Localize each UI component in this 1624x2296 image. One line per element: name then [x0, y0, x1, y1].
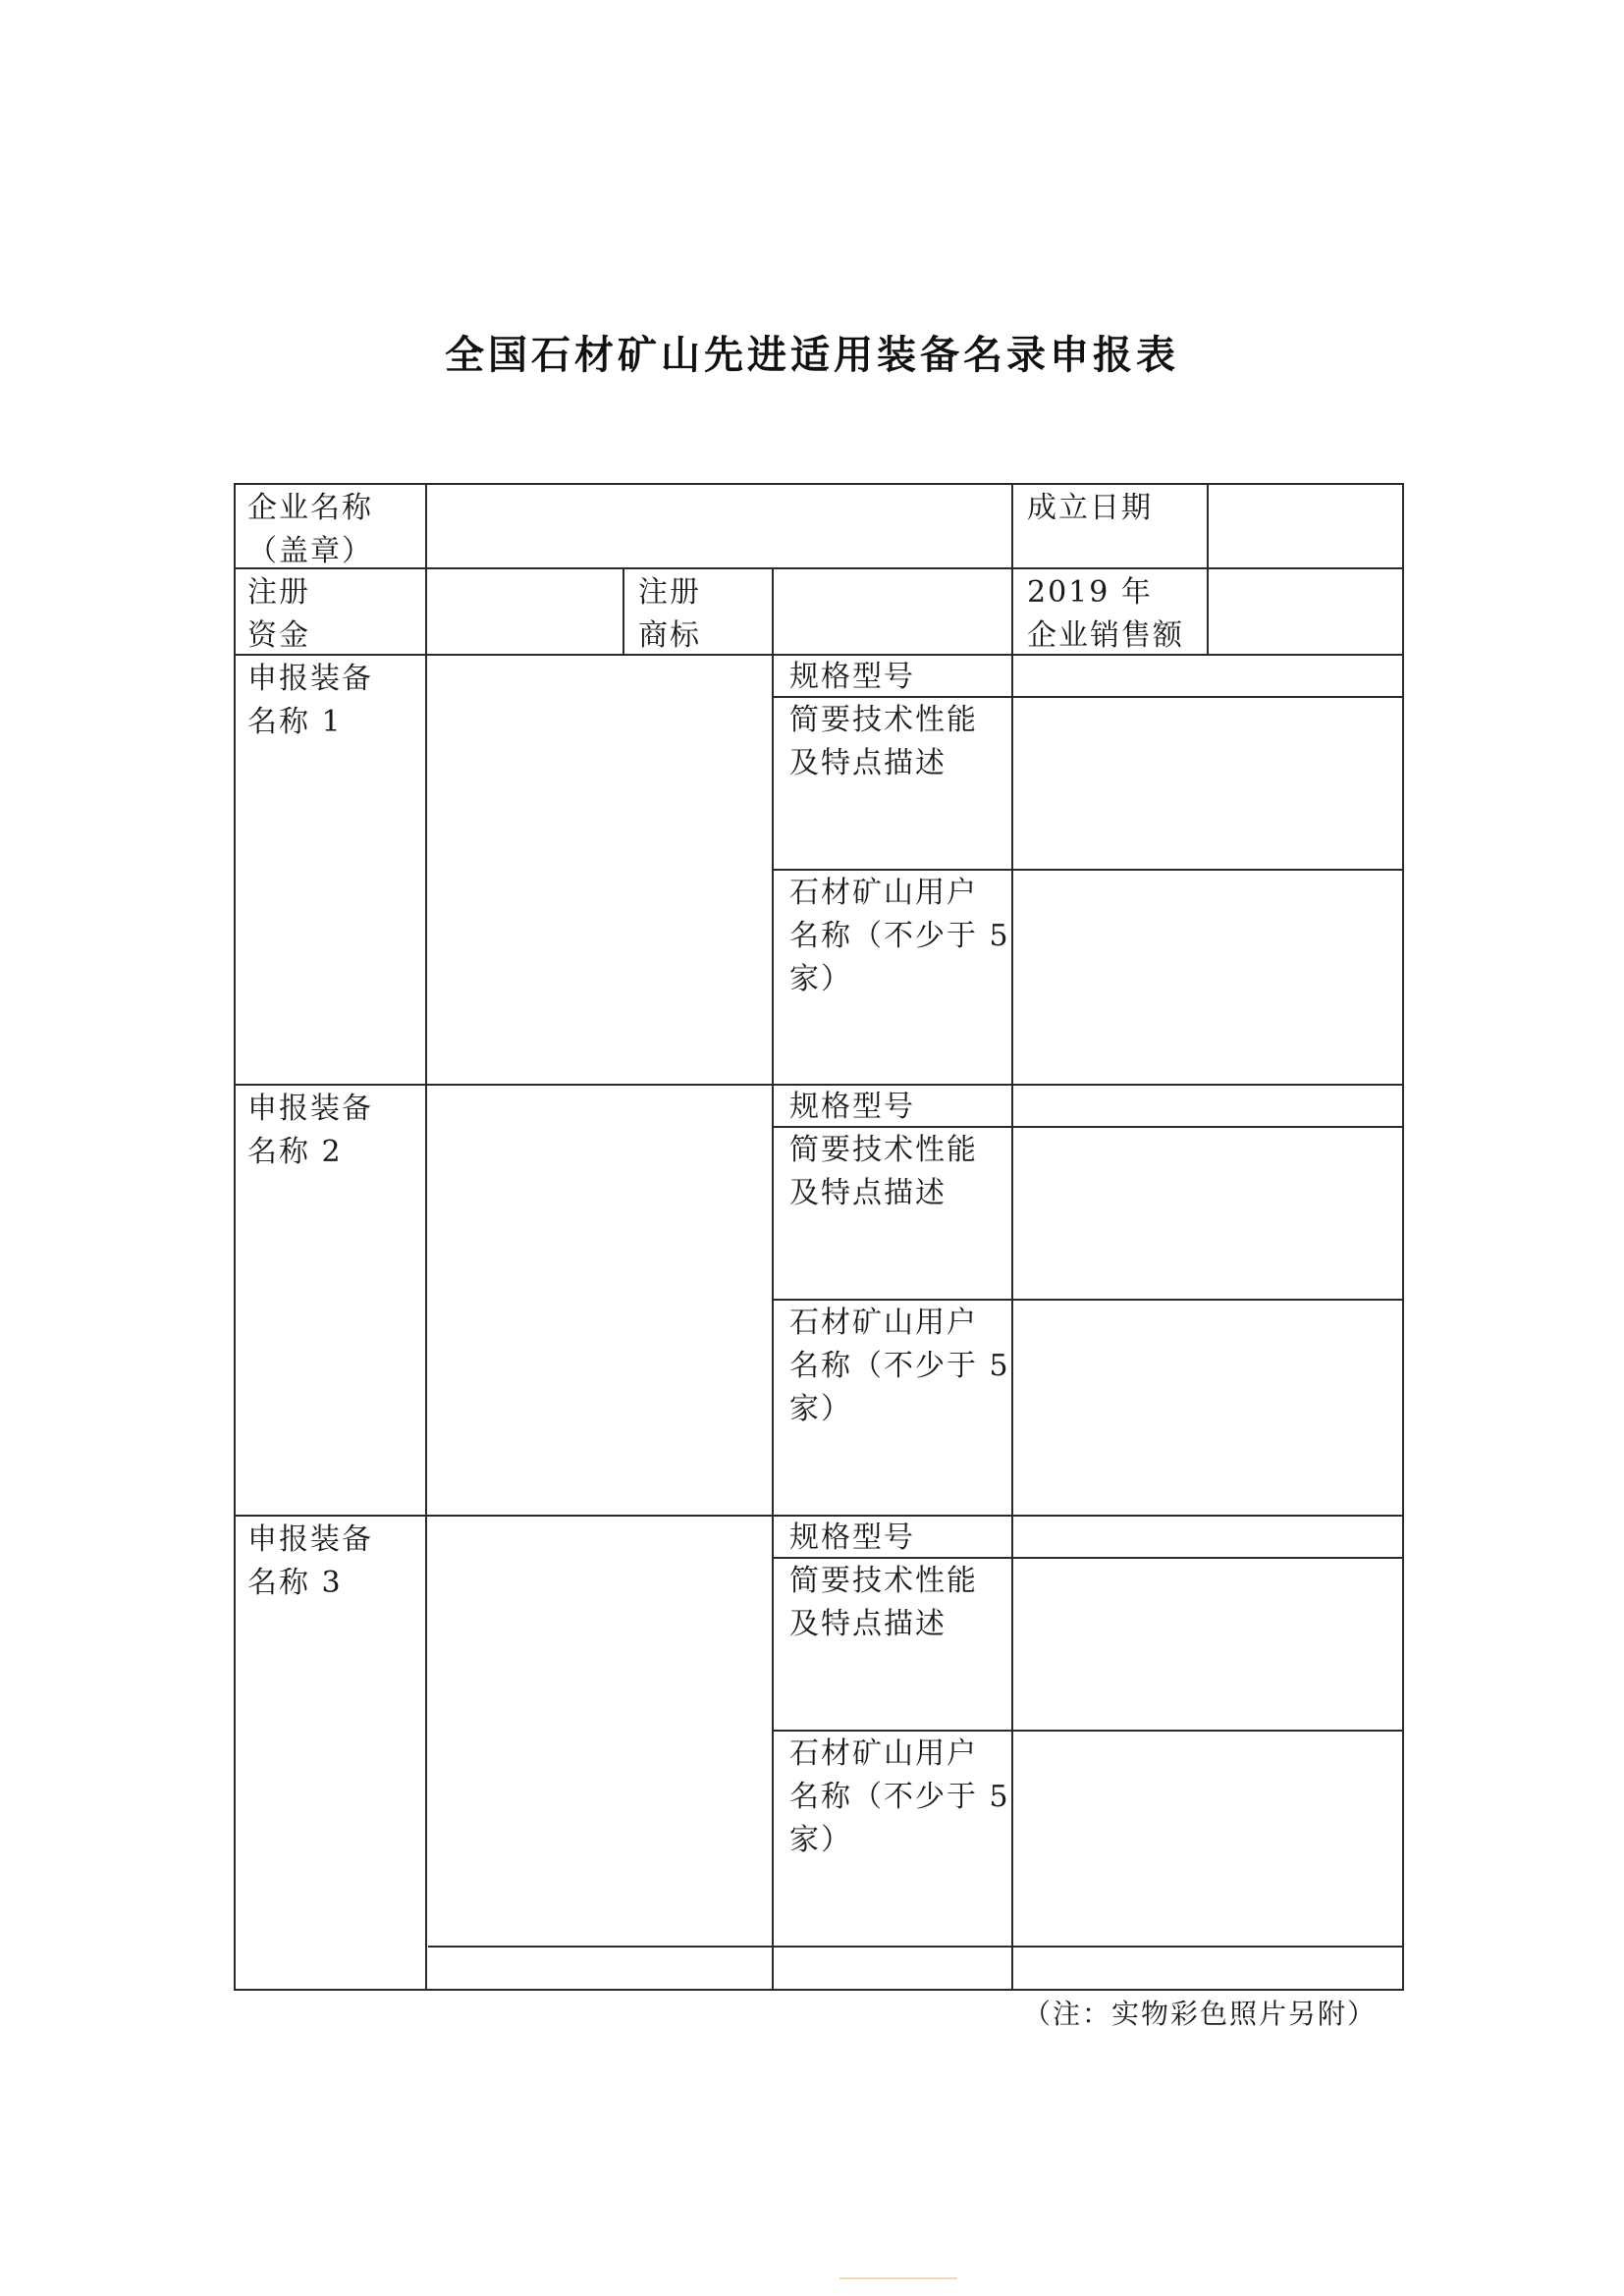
sales-label-line1: 2019 年 — [1027, 575, 1153, 610]
equipment-3-desc-line2: 及特点描述 — [789, 1607, 947, 1641]
equipment-1-spec-field[interactable] — [1014, 656, 1402, 696]
equipment-3-spec-label: 规格型号 — [789, 1521, 915, 1555]
equipment-3-name-label — [247, 1519, 373, 1605]
registered-capital-label-line2: 资金 — [247, 618, 310, 653]
equipment-2-desc-field[interactable] — [1014, 1128, 1402, 1299]
col-divider-label — [425, 483, 427, 1991]
equipment-1-users-line1: 石材矿山用户 — [789, 876, 978, 910]
equipment-1-desc-line1: 简要技术性能 — [789, 703, 978, 737]
registered-trademark-label — [638, 571, 701, 658]
equipment-3-desc-label — [789, 1560, 978, 1646]
equipment-2-name-label — [247, 1088, 373, 1174]
equipment-3-users-label — [789, 1733, 1010, 1862]
equipment-1-users-line2: 名称（不少于 5 — [789, 919, 1010, 953]
company-name-field[interactable] — [428, 485, 1009, 567]
equipment-3-name-line2: 名称 3 — [247, 1566, 343, 1600]
extra-row-cell-3[interactable] — [1014, 1948, 1402, 1989]
equipment-2-name-line2: 名称 2 — [247, 1135, 343, 1169]
equipment-2-spec-field[interactable] — [1014, 1086, 1402, 1126]
equipment-1-users-field[interactable] — [1014, 871, 1402, 1084]
equipment-1-users-line3: 家） — [789, 962, 852, 996]
company-name-label-line2: （盖章） — [247, 534, 373, 568]
footnote: （注：实物彩色照片另附） — [1022, 1998, 1377, 2030]
equipment-1-spec-label: 规格型号 — [789, 660, 915, 694]
company-name-label — [247, 487, 373, 573]
sales-label — [1027, 571, 1184, 658]
registered-trademark-label-line2: 商标 — [638, 618, 701, 653]
table-border-bottom — [234, 1989, 1404, 1991]
registered-trademark-label-line1: 注册 — [638, 575, 701, 610]
col-divider-date-value — [1207, 483, 1209, 654]
registered-capital-field[interactable] — [428, 569, 623, 654]
equipment-3-name-line1: 申报装备 — [247, 1522, 373, 1557]
equipment-1-desc-field[interactable] — [1014, 698, 1402, 869]
equipment-1-users-label — [789, 872, 1010, 1001]
extra-row-cell-1[interactable] — [428, 1948, 772, 1989]
equipment-1-desc-line2: 及特点描述 — [789, 746, 947, 780]
equipment-2-spec-label: 规格型号 — [789, 1090, 915, 1124]
equipment-3-users-field[interactable] — [1014, 1732, 1402, 1946]
equipment-2-users-line3: 家） — [789, 1392, 852, 1426]
col-divider-date-label — [1011, 483, 1013, 1991]
equipment-1-name-field[interactable] — [428, 656, 772, 1084]
equipment-3-name-field[interactable] — [428, 1517, 772, 1946]
sales-field[interactable] — [1210, 569, 1402, 654]
scan-artifact-line — [839, 2277, 957, 2279]
sales-label-line2: 企业销售额 — [1027, 618, 1184, 653]
page-title: 全国石材矿山先进适用装备名录申报表 — [445, 333, 1179, 378]
col-divider-trademark-label — [623, 567, 624, 654]
equipment-2-users-field[interactable] — [1014, 1301, 1402, 1515]
equipment-3-desc-field[interactable] — [1014, 1559, 1402, 1730]
table-border-left — [234, 483, 236, 1991]
equipment-3-users-line1: 石材矿山用户 — [789, 1736, 978, 1771]
table-border-right — [1402, 483, 1404, 1991]
equipment-2-users-label — [789, 1302, 1010, 1431]
col-divider-trademark-value — [772, 567, 774, 1991]
equipment-2-desc-line1: 简要技术性能 — [789, 1133, 978, 1167]
equipment-2-desc-line2: 及特点描述 — [789, 1176, 947, 1210]
equipment-1-desc-label — [789, 699, 978, 785]
equipment-2-users-line1: 石材矿山用户 — [789, 1306, 978, 1340]
equipment-2-desc-label — [789, 1129, 978, 1215]
equipment-2-users-line2: 名称（不少于 5 — [789, 1349, 1010, 1383]
extra-row-cell-2[interactable] — [775, 1948, 1011, 1989]
equipment-3-users-line2: 名称（不少于 5 — [789, 1780, 1010, 1814]
established-date-field[interactable] — [1210, 485, 1402, 567]
equipment-3-desc-line1: 简要技术性能 — [789, 1564, 978, 1598]
company-name-label-line1: 企业名称 — [247, 491, 373, 525]
registered-capital-label — [247, 571, 310, 658]
equipment-1-name-line1: 申报装备 — [247, 662, 373, 696]
equipment-3-spec-field[interactable] — [1014, 1517, 1402, 1557]
registered-capital-label-line1: 注册 — [247, 575, 310, 610]
established-date-label: 成立日期 — [1027, 491, 1153, 525]
equipment-2-name-field[interactable] — [428, 1086, 772, 1515]
equipment-1-name-line2: 名称 1 — [247, 705, 343, 739]
equipment-3-users-line3: 家） — [789, 1823, 852, 1857]
equipment-2-name-line1: 申报装备 — [247, 1092, 373, 1126]
equipment-1-name-label — [247, 658, 373, 744]
registered-trademark-field[interactable] — [775, 569, 1011, 654]
